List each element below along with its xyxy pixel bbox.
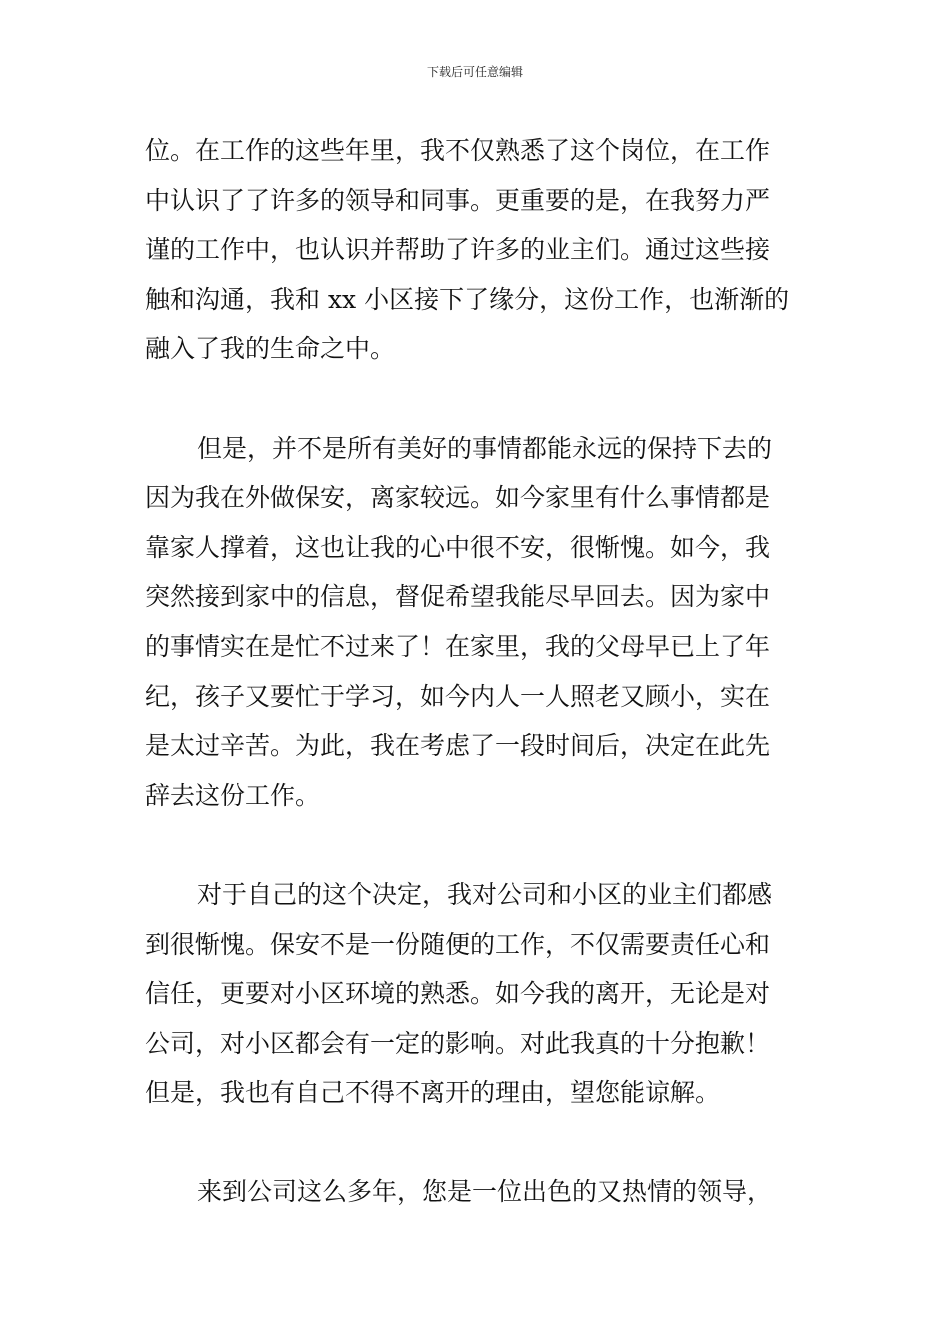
paragraph-2 <box>145 424 807 821</box>
paragraph-4 <box>145 1167 807 1217</box>
paragraph-3 <box>145 870 807 1118</box>
text-line: 辞去这份工作。 <box>145 780 321 810</box>
paragraph-gap <box>145 820 807 870</box>
text-line: 对于自己的这个决定，我对公司和小区的业主们都感 <box>197 879 773 909</box>
text-line: 中认识了了许多的领导和同事。更重要的是，在我努力严 <box>145 185 771 215</box>
text-line: 融入了我的生命之中。 <box>145 334 396 364</box>
text-line: 来到公司这么多年，您是一位出色的又热情的领导， <box>197 1177 773 1207</box>
text-line: 触和沟通，我和 xx 小区接下了缘分，这份工作，也渐渐的 <box>145 284 790 314</box>
text-line: 因为我在外做保安，离家较远。如今家里有什么事情都是 <box>145 483 771 513</box>
page-header: 下载后可任意编辑 <box>426 65 523 79</box>
text-line: 是太过辛苦。为此，我在考虑了一段时间后，决定在此先 <box>145 731 771 761</box>
text-line: 谨的工作中，也认识并帮助了许多的业主们。通过这些接 <box>145 235 771 265</box>
text-line: 靠家人撑着，这也让我的心中很不安，很惭愧。如今，我 <box>145 532 771 562</box>
paragraph-gap <box>145 1118 807 1168</box>
text-line: 纪，孩子又要忙于学习，如今内人一人照老又顾小，实在 <box>145 681 771 711</box>
text-line: 到很惭愧。保安不是一份随便的工作，不仅需要责任心和 <box>145 929 771 959</box>
text-line: 的事情实在是忙不过来了！在家里，我的父母早已上了年 <box>145 631 771 661</box>
text-line: 突然接到家中的信息，督促希望我能尽早回去。因为家中 <box>145 582 771 612</box>
text-line: 但是，并不是所有美好的事情都能永远的保持下去的 <box>197 433 773 463</box>
paragraph-gap <box>145 374 807 424</box>
text-line: 公司，对小区都会有一定的影响。对此我真的十分抱歉！ <box>145 1028 771 1058</box>
text-line: 位。在工作的这些年里，我不仅熟悉了这个岗位，在工作 <box>145 136 771 165</box>
document-body <box>145 126 807 1217</box>
text-line: 信任，更要对小区环境的熟悉。如今我的离开，无论是对 <box>145 979 771 1009</box>
text-line: 但是，我也有自己不得不离开的理由，望您能谅解。 <box>145 1078 721 1108</box>
paragraph-1 <box>145 126 807 374</box>
